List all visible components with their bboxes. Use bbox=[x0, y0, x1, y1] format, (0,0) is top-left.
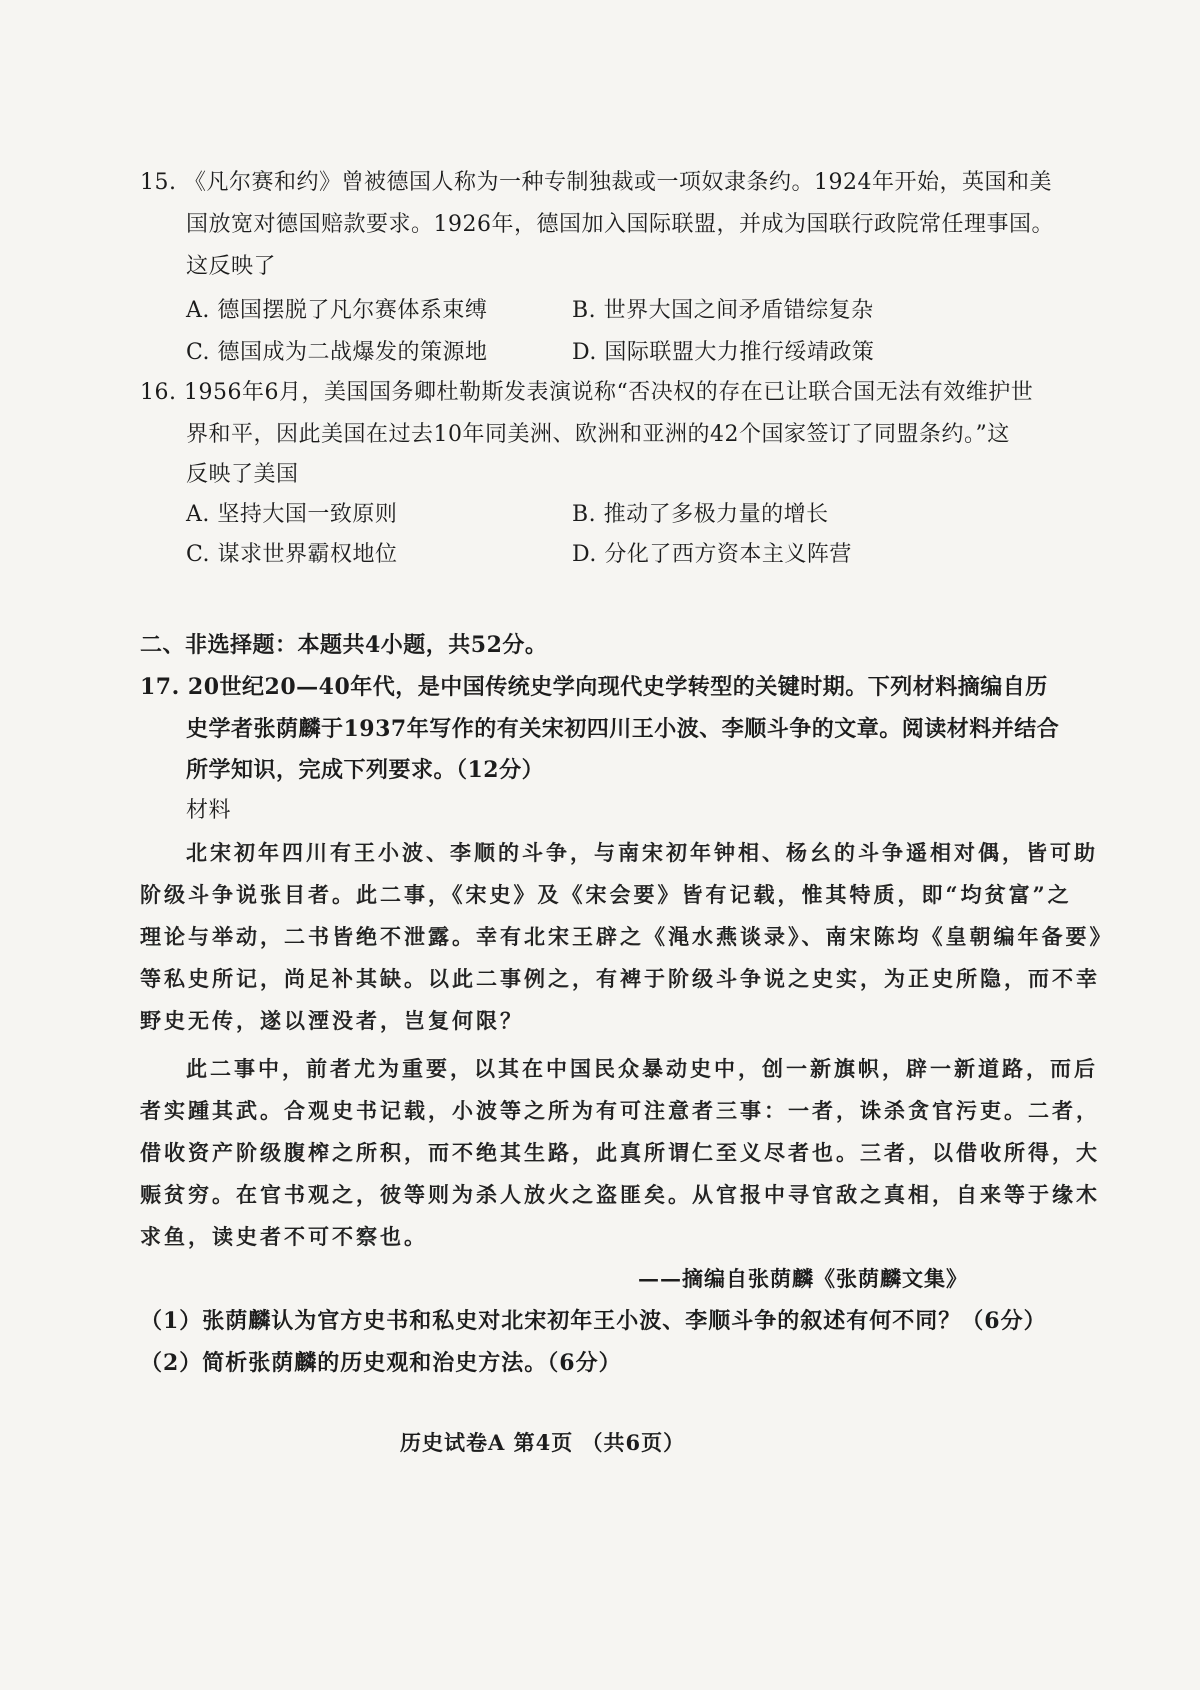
material-para1-line-2: 阶级斗争说张目者。此二事，《宋史》及《宋会要》皆有记载，惟其特质，即“均贫富”之 bbox=[140, 882, 1072, 907]
q15-option-d: D. 国际联盟大力推行绥靖政策 bbox=[572, 340, 875, 365]
q16-option-b: B. 推动了多极力量的增长 bbox=[572, 502, 829, 527]
material-para1-line-4: 等私史所记，尚足补其缺。以此二事例之，有裨于阶级斗争说之史实，为正史所隐，而不幸 bbox=[140, 966, 1100, 991]
material-para1-line-5: 野史无传，遂以湮没者，岂复何限？ bbox=[140, 1008, 524, 1033]
q17-subquestion-2: （2）简析张荫麟的历史观和治史方法。（6分） bbox=[140, 1350, 622, 1376]
q16-option-a: A. 坚持大国一致原则 bbox=[186, 502, 398, 527]
material-source: ——摘编自张荫麟《张荫麟文集》 bbox=[638, 1266, 968, 1291]
q16-option-d: D. 分化了西方资本主义阵营 bbox=[572, 542, 852, 567]
q15-stem-line-2: 国放宽对德国赔款要求。1926年，德国加入国际联盟，并成为国联行政院常任理事国。 bbox=[186, 212, 1054, 237]
page-footer: 历史试卷A 第4页 （共6页） bbox=[400, 1430, 686, 1455]
material-para2-line-1: 此二事中，前者尤为重要，以其在中国民众暴动史中，创一新旗帜，辟一新道路，而后 bbox=[186, 1056, 1098, 1081]
material-para1-line-3: 理论与举动，二书皆绝不泄露。幸有北宋王辟之《渑水燕谈录》、南宋陈均《皇朝编年备要》 bbox=[140, 924, 1114, 949]
q15-stem-line-3: 这反映了 bbox=[186, 254, 277, 279]
q17-stem-line-1: 17. 20世纪20—40年代，是中国传统史学向现代史学转型的关键时期。下列材料摘编自历 bbox=[140, 674, 1048, 700]
material-para2-line-3: 借收资产阶级腹榨之所积，而不绝其生路，此真所谓仁至义尽者也。三者，以借收所得，大 bbox=[140, 1140, 1100, 1165]
material-para2-line-5: 求鱼，读史者不可不察也。 bbox=[140, 1224, 428, 1249]
q17-subquestion-1: （1）张荫麟认为官方史书和私史对北宋初年王小波、李顺斗争的叙述有何不同？（6分） bbox=[140, 1308, 1047, 1334]
q15-stem-line-1: 15. 《凡尔赛和约》曾被德国人称为一种专制独裁或一项奴隶条约。1924年开始，英国和美 bbox=[140, 170, 1052, 195]
q15-option-b: B. 世界大国之间矛盾错综复杂 bbox=[572, 298, 874, 323]
material-label: 材料 bbox=[186, 798, 232, 823]
q16-stem-line-1: 16. 1956年6月，美国国务卿杜勒斯发表演说称“否决权的存在已让联合国无法有效维护世 bbox=[140, 380, 1034, 405]
material-para1-line-1: 北宋初年四川有王小波、李顺的斗争，与南宋初年钟相、杨幺的斗争遥相对偶，皆可助 bbox=[186, 840, 1098, 865]
material-para2-line-4: 赈贫穷。在官书观之，彼等则为杀人放火之盗匪矣。从官报中寻官敌之真相，自来等于缘木 bbox=[140, 1182, 1100, 1207]
section-heading: 二、非选择题：本题共4小题，共52分。 bbox=[140, 632, 548, 658]
q17-stem-line-3: 所学知识，完成下列要求。（12分） bbox=[186, 757, 545, 783]
material-para2-line-2: 者实踵其武。合观史书记载，小波等之所为有可注意者三事：一者，诛杀贪官污吏。二者， bbox=[140, 1098, 1100, 1123]
q16-stem-line-2: 界和平，因此美国在过去10年同美洲、欧洲和亚洲的42个国家签订了同盟条约。”这 bbox=[186, 422, 1010, 447]
q17-stem-line-2: 史学者张荫麟于1937年写作的有关宋初四川王小波、李顺斗争的文章。阅读材料并结合 bbox=[186, 716, 1060, 742]
q16-stem-line-3: 反映了美国 bbox=[186, 462, 299, 487]
q16-option-c: C. 谋求世界霸权地位 bbox=[186, 542, 398, 567]
q15-option-c: C. 德国成为二战爆发的策源地 bbox=[186, 340, 488, 365]
q15-option-a: A. 德国摆脱了凡尔赛体系束缚 bbox=[186, 298, 488, 323]
